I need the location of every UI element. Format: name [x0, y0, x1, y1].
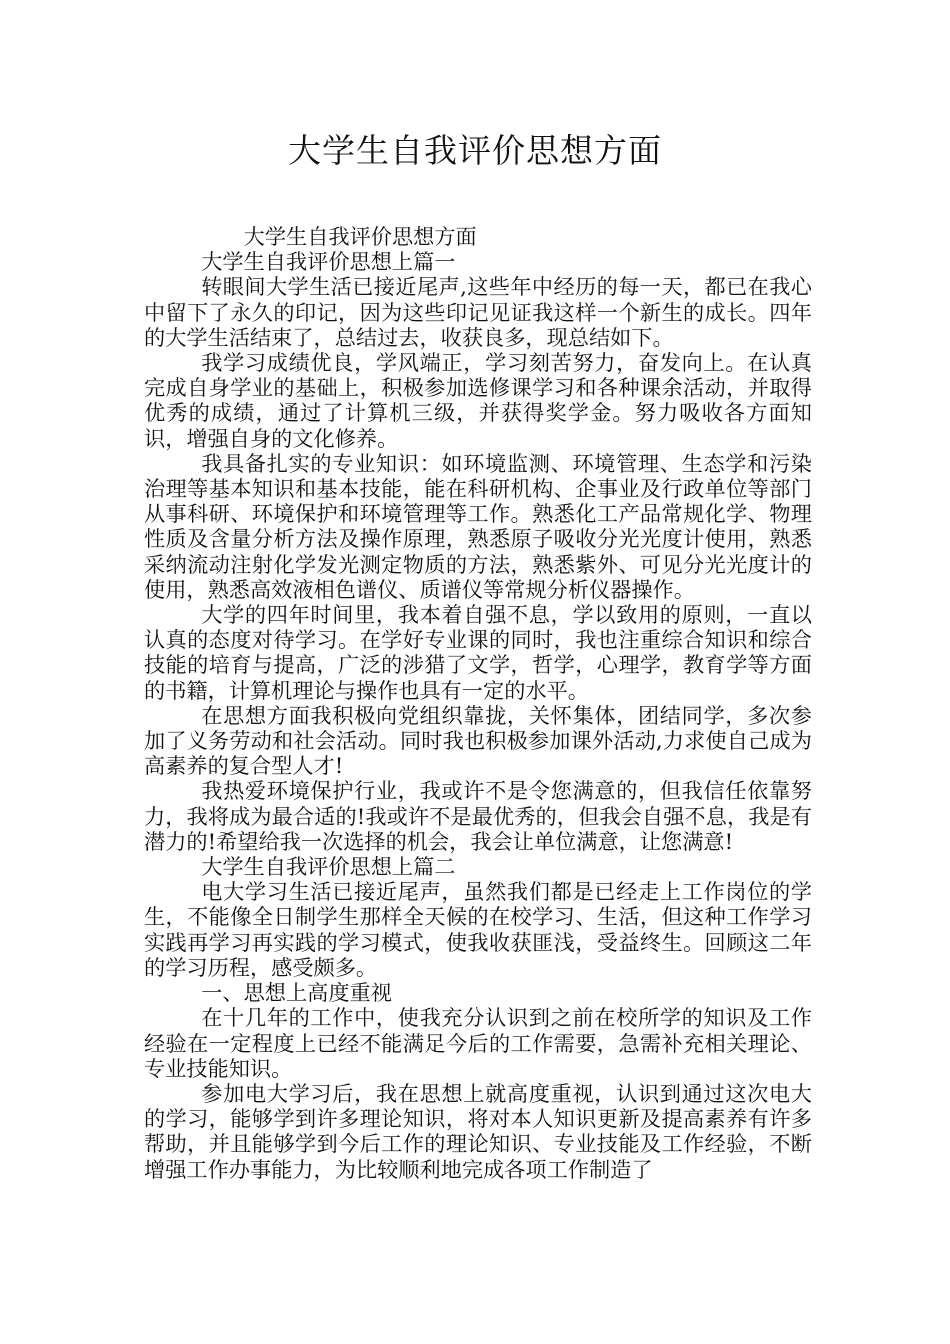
paragraph-four-years: 大学的四年时间里，我本着自强不息，学以致用的原则，一直以认真的态度对待学习。在学好专业课的同时，我也注重综合知识和综合技能的培育与提高，广泛的涉猎了文学，哲学，心理学，教育学等方面的书籍，计算机理论与操作也具有一定的水平。	[144, 602, 812, 703]
section-heading-part-one: 大学生自我评价思想上篇一	[201, 249, 456, 275]
paragraph-study: 我学习成绩优良，学风端正，学习刻苦努力，奋发向上。在认真完成自身学业的基础上，积极参加选修课学习和各种课余活动，并取得优秀的成绩，通过了计算机三级，并获得奖学金。努力吸收各方面知识，增强自身的文化修养。	[144, 350, 812, 451]
paragraph-joining-tvu: 参加电大学习后，我在思想上就高度重视，认识到通过这次电大的学习，能够学到许多理论知识，将对本人知识更新及提高素养有许多帮助，并且能够学到今后工作的理论知识、专业技能及工作经验，不断增强工作办事能力，为比较顺利地完成各项工作制造了	[144, 1080, 812, 1182]
document-title: 大学生自我评价思想方面	[288, 131, 662, 170]
document-subtitle: 大学生自我评价思想方面	[243, 224, 477, 249]
section-heading-part-two: 大学生自我评价思想上篇二	[201, 854, 456, 880]
paragraph-work-experience: 在十几年的工作中，使我充分认识到之前在校所学的知识及工作经验在一定程度上已经不能满足今后的工作需要，急需补充相关理论、专业技能知识。	[144, 1005, 812, 1081]
subheading-ideological-emphasis: 一、思想上高度重视	[201, 980, 392, 1006]
document-body	[144, 224, 812, 1182]
paragraph-tvu-study: 电大学习生活已接近尾声，虽然我们都是已经走上工作岗位的学生，不能像全日制学生那样全天候的在校学习、生活，但这种工作学习实践再学习再实践的学习模式，使我收获匪浅，受益终生。回顾这二年的学习历程，感受颇多。	[144, 879, 812, 980]
paragraph-closing: 我热爱环境保护行业，我或许不是令您满意的，但我信任依靠努力，我将成为最合适的!我或许不是最优秀的，但我会自强不息，我是有潜力的!希望给我一次选择的机会，我会让单位满意，让您满意!	[144, 778, 812, 854]
paragraph-ideology: 在思想方面我积极向党组织靠拢，关怀集体，团结同学，多次参加了义务劳动和社会活动。同时我也积极参加课外活动,力求使自己成为高素养的复合型人才!	[144, 702, 812, 779]
paragraph-intro: 转眼间大学生活已接近尾声,这些年中经历的每一天，都已在我心中留下了永久的印记，因为这些印记见证我这样一个新生的成长。四年的大学生活结束了，总结过去，收获良多，现总结如下。	[144, 274, 812, 350]
paragraph-professional-knowledge: 我具备扎实的专业知识：如环境监测、环境管理、生态学和污染治理等基本知识和基本技能，能在科研机构、企事业及行政单位等部门从事科研、环境保护和环境管理等工作。熟悉化工产品常规化学、物理性质及含量分析方法及操作原理，熟悉原子吸收分光光度计使用，熟悉采纳流动注射化学发光测定物质的方法，熟悉紫外、可见分光光度计的使用，熟悉高效液相色谱仪、质谱仪等常规分析仪器操作。	[144, 450, 812, 602]
